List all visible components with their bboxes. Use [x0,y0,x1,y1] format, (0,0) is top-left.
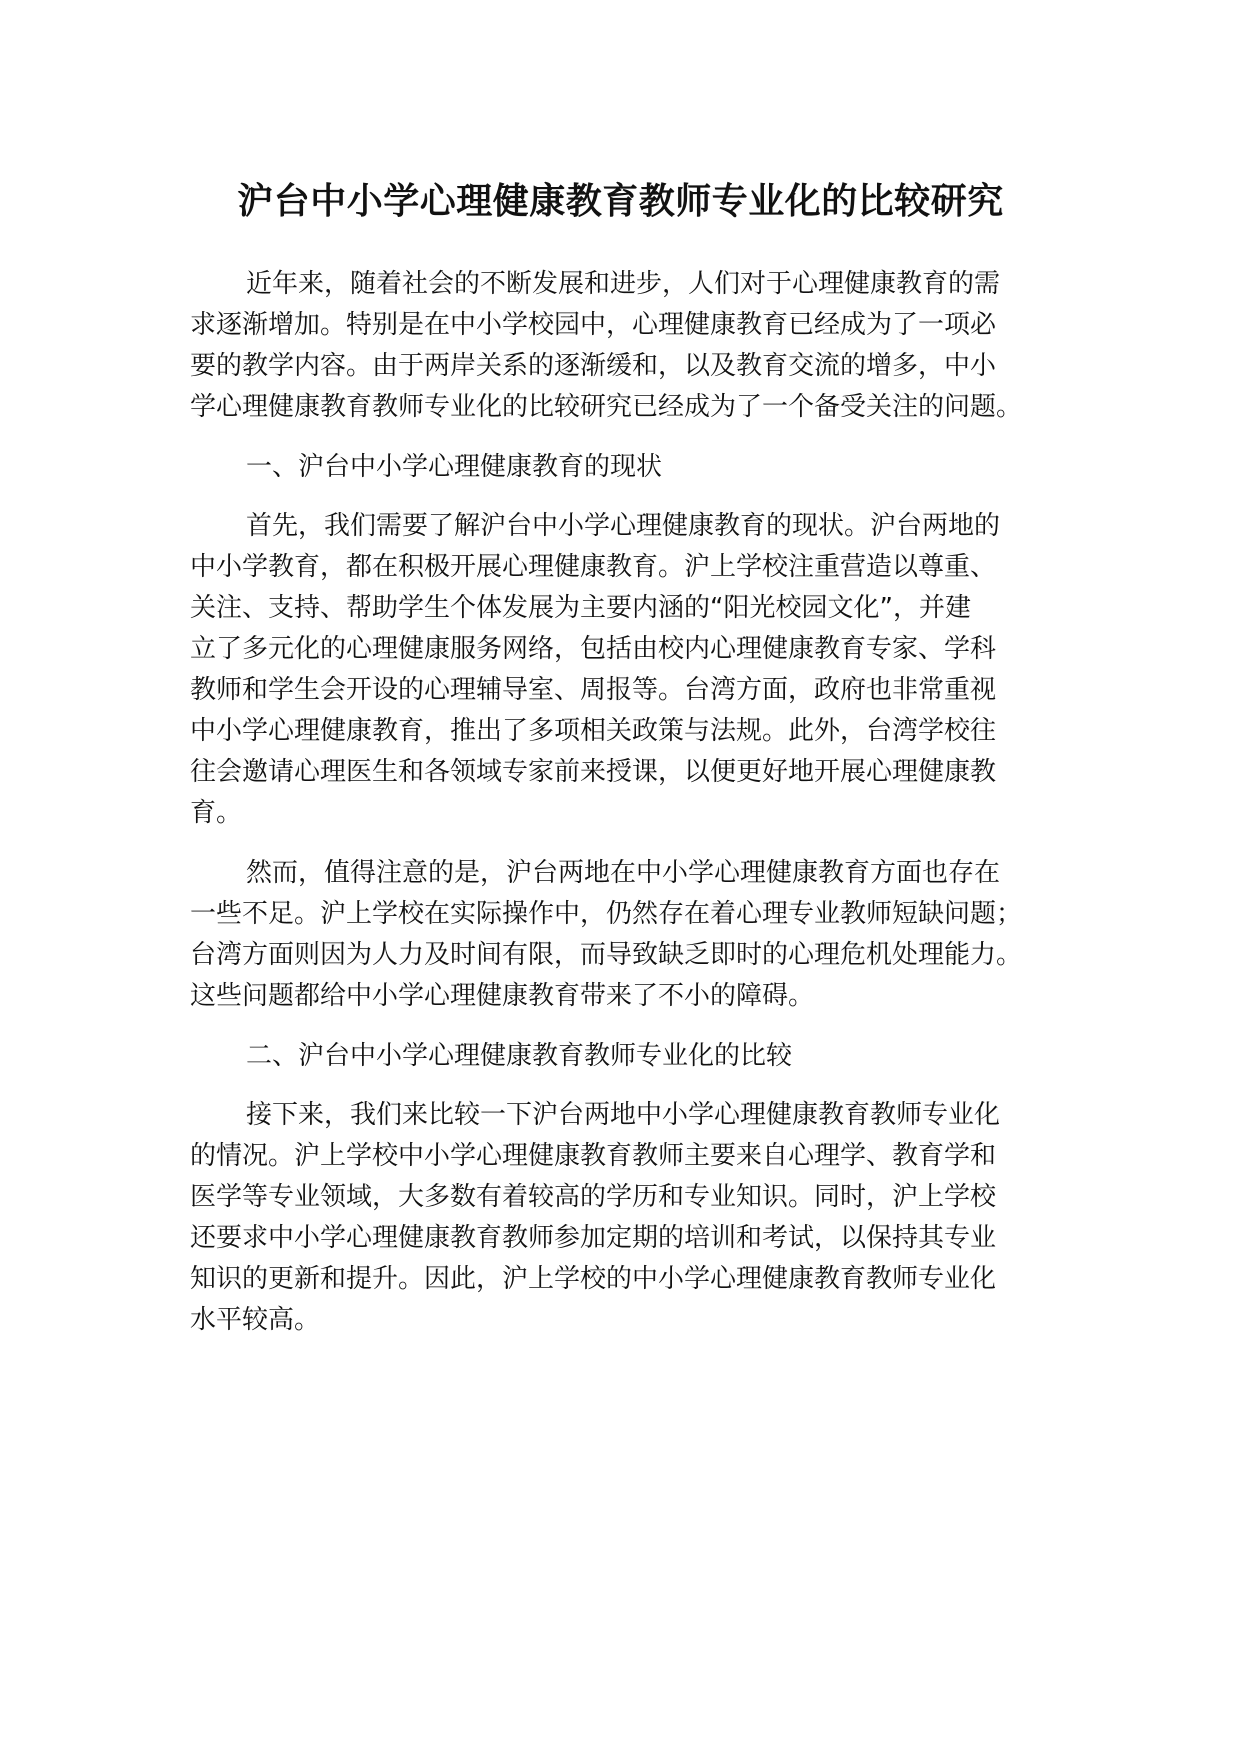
paragraph-3-line-4: 这些问题都给中小学心理健康教育带来了不小的障碍。 [190,981,815,1011]
paragraph-3-line-2: 一些不足。沪上学校在实际操作中，仍然存在着心理专业教师短缺问题； [190,899,1023,929]
paragraph-1-line-1: 近年来，随着社会的不断发展和进步，人们对于心理健康教育的需 [246,269,1001,299]
paragraph-4-line-1: 接下来，我们来比较一下沪台两地中小学心理健康教育教师专业化 [246,1100,1001,1130]
paragraph-1-line-2: 求逐渐增加。特别是在中小学校园中，心理健康教育已经成为了一项必 [190,310,997,340]
paragraph-2-line-7: 往会邀请心理医生和各领域专家前来授课，以便更好地开展心理健康教 [190,757,997,787]
paragraph-1-line-3: 要的教学内容。由于两岸关系的逐渐缓和，以及教育交流的增多，中小 [190,351,997,381]
paragraph-2-line-1: 首先，我们需要了解沪台中小学心理健康教育的现状。沪台两地的 [246,511,1001,541]
paragraph-4-line-3: 医学等专业领域，大多数有着较高的学历和专业知识。同时，沪上学校 [190,1182,997,1212]
paragraph-4-line-6: 水平较高。 [190,1305,321,1335]
paragraph-4-line-5: 知识的更新和提升。因此，沪上学校的中小学心理健康教育教师专业化 [190,1264,997,1294]
paragraph-4-line-4: 还要求中小学心理健康教育教师参加定期的培训和考试，以保持其专业 [190,1223,997,1253]
section-heading-2: 二、沪台中小学心理健康教育教师专业化的比较 [246,1041,793,1071]
paragraph-2-line-2: 中小学教育，都在积极开展心理健康教育。沪上学校注重营造以尊重、 [190,552,997,582]
paragraph-3-line-1: 然而，值得注意的是，沪台两地在中小学心理健康教育方面也存在 [246,858,1001,888]
paragraph-2-line-4: 立了多元化的心理健康服务网络，包括由校内心理健康教育专家、学科 [190,634,997,664]
document-title: 沪台中小学心理健康教育教师专业化的比较研究 [237,181,1004,222]
paragraph-1-line-4: 学心理健康教育教师专业化的比较研究已经成为了一个备受关注的问题。 [190,392,1023,422]
section-heading-1: 一、沪台中小学心理健康教育的现状 [246,452,663,482]
paragraph-4-line-2: 的情况。沪上学校中小学心理健康教育教师主要来自心理学、教育学和 [190,1141,997,1171]
paragraph-2-line-3: 关注、支持、帮助学生个体发展为主要内涵的“阳光校园文化”，并建 [190,593,971,623]
paragraph-2-line-5: 教师和学生会开设的心理辅导室、周报等。台湾方面，政府也非常重视 [190,675,997,705]
paragraph-2-line-6: 中小学心理健康教育，推出了多项相关政策与法规。此外，台湾学校往 [190,716,997,746]
paragraph-3-line-3: 台湾方面则因为人力及时间有限，而导致缺乏即时的心理危机处理能力。 [190,940,1023,970]
paragraph-2-line-8: 育。 [190,798,243,828]
